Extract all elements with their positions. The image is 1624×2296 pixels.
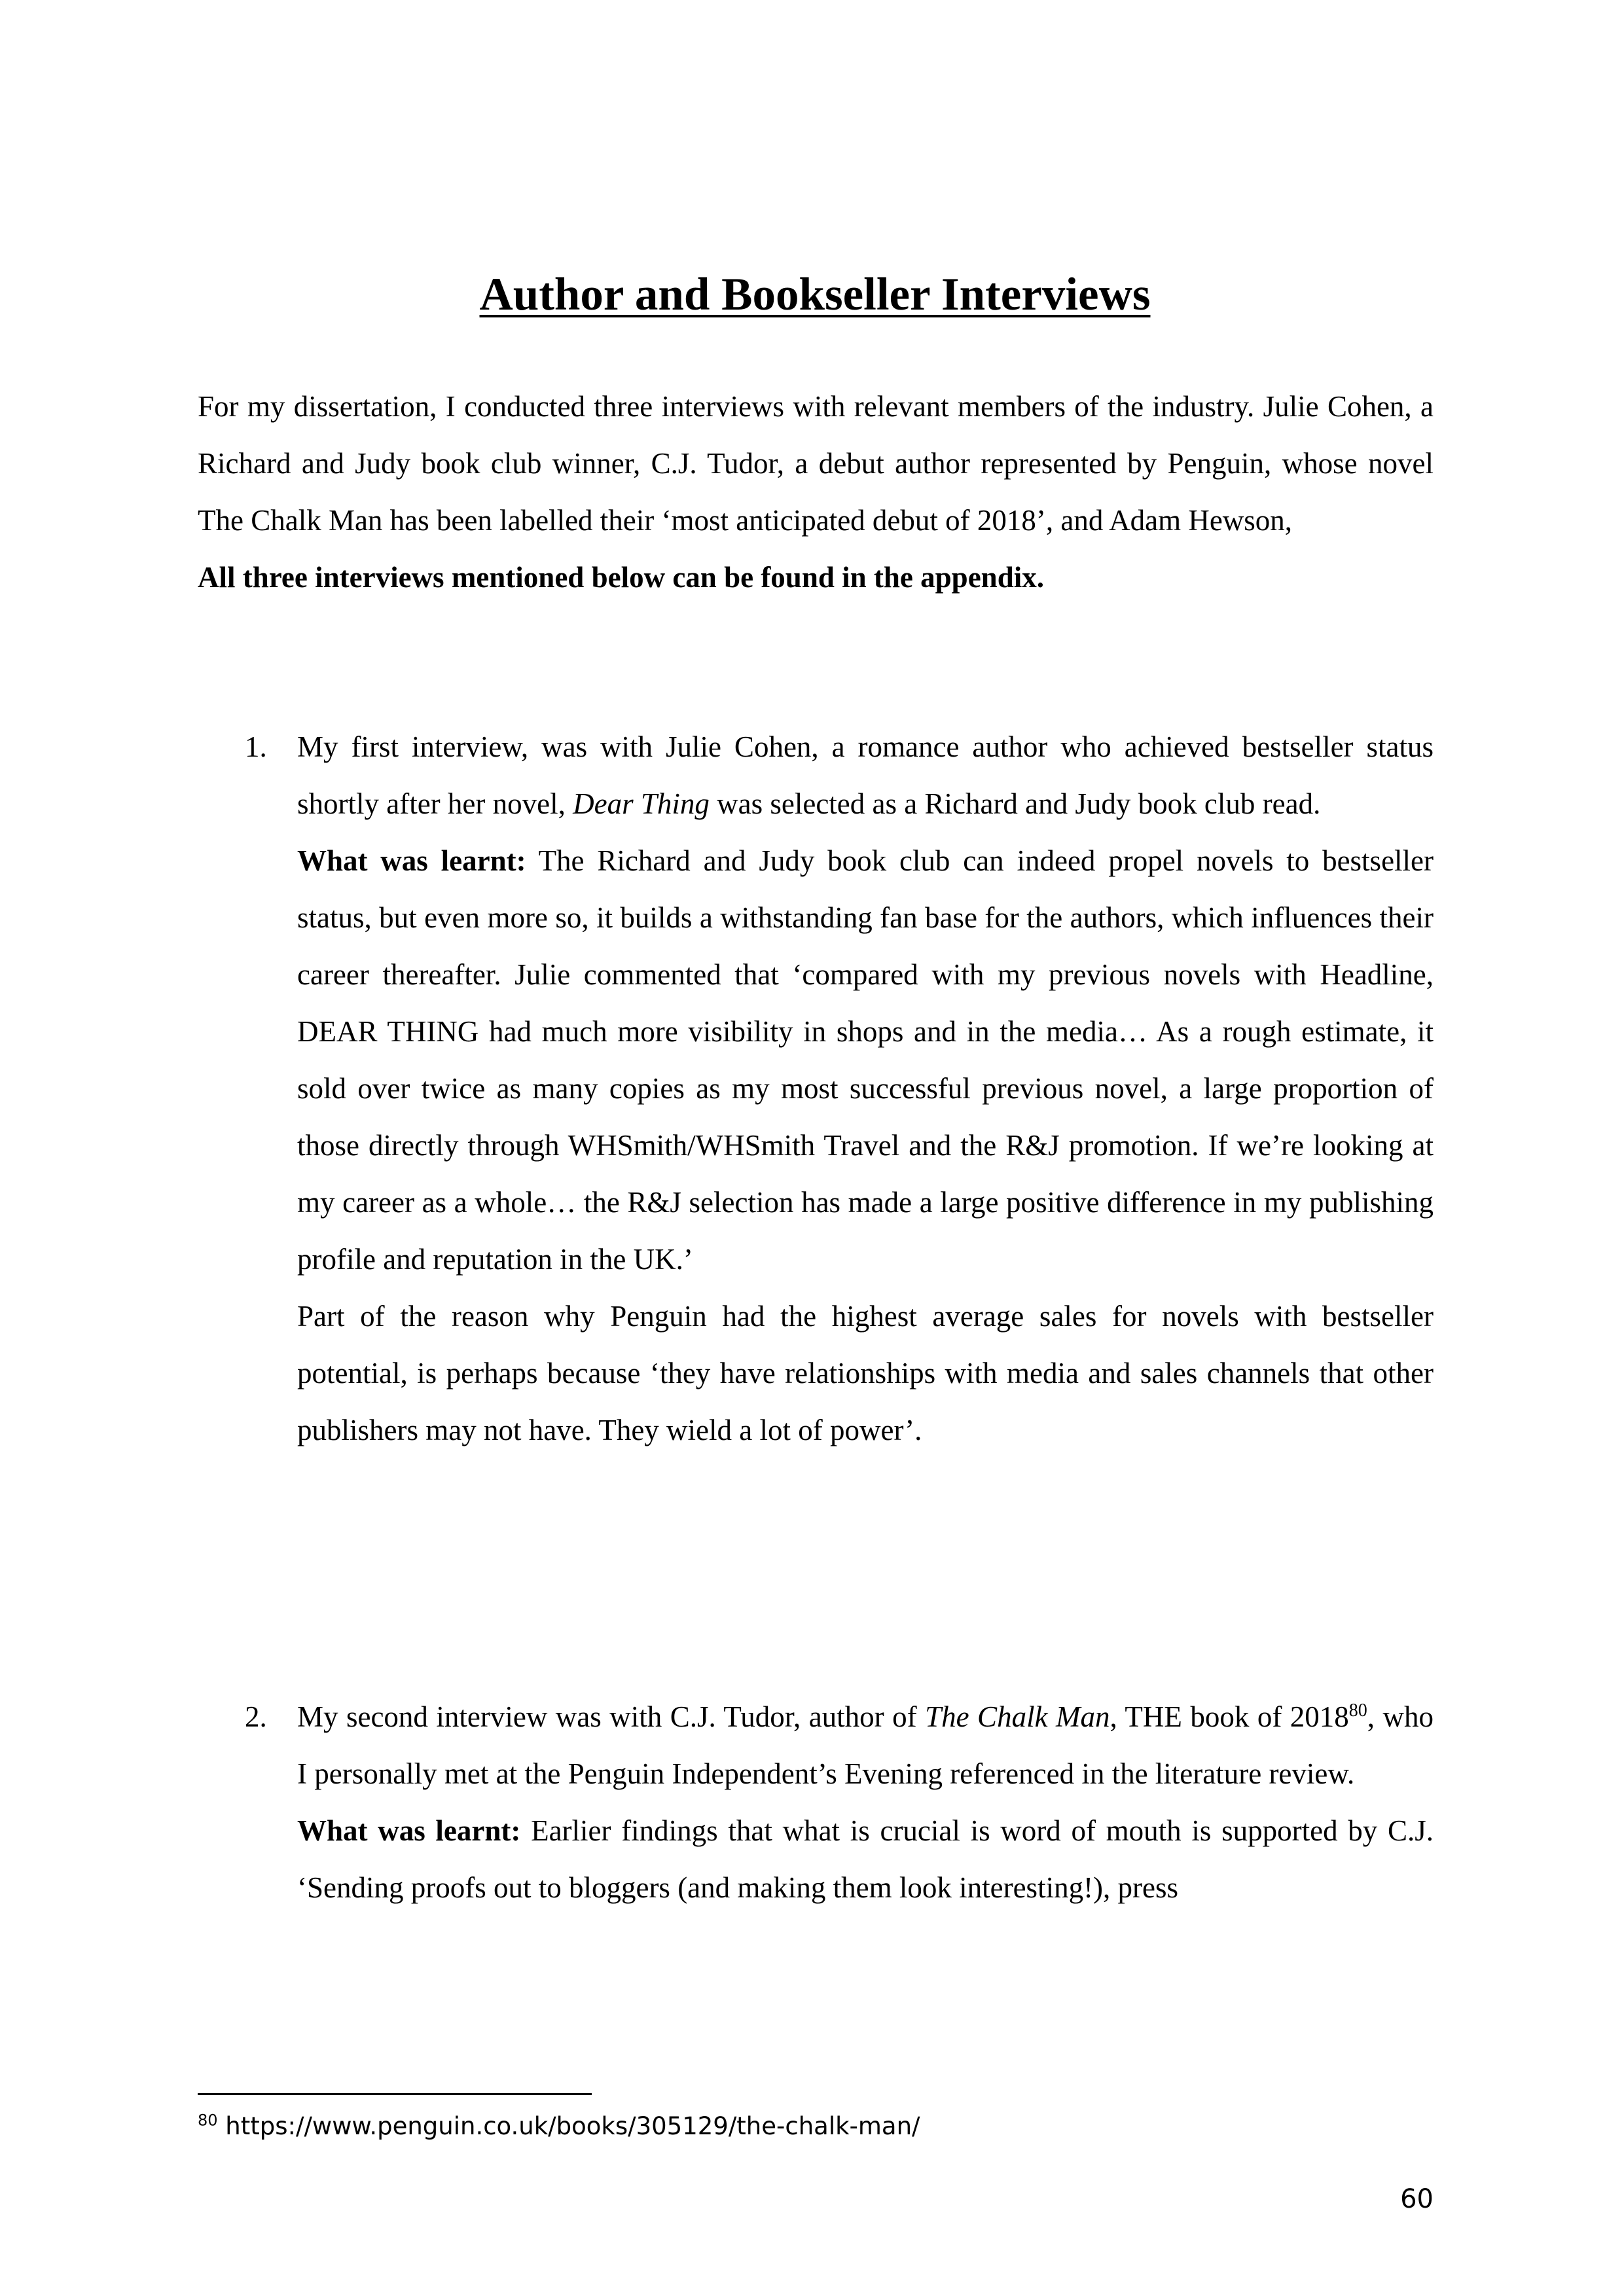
text-run: , THE book of 2018 bbox=[1110, 1700, 1349, 1733]
text-run: was selected as a Richard and Judy book club read. bbox=[709, 787, 1321, 820]
learnt-text: Earlier findings that what is crucial is word of mouth is supported by C.J. ‘Sending proofs out to bloggers (and making them look interesting!), press bbox=[297, 1814, 1434, 1904]
learnt-text: The Richard and Judy book club can indeed propel novels to bestseller status, but even more so, it builds a withstanding fan base for the authors, which influences their career thereafter. Julie commented that ‘compared with my previous novels with Headline, DEAR THING had much more visibility in shops and in the media… As a rough estimate, it sold over twice as many copies as my most successful previous novel, a large proportion of those directly through WHSmith/WHSmith Travel and the R&J promotion. If we’re looking at my career as a whole… the R&J selection has made a large positive difference in my publishing profile and reputation in the UK.’ bbox=[297, 844, 1434, 1276]
page-number: 60 bbox=[1400, 2184, 1434, 2214]
text-run: My second interview was with C.J. Tudor, author of bbox=[297, 1700, 926, 1733]
interview-item-1 bbox=[198, 719, 1434, 1459]
list-number: 2. bbox=[245, 1700, 267, 1733]
book-title: The Chalk Man bbox=[925, 1700, 1110, 1733]
footnote-divider bbox=[198, 2093, 592, 2095]
learnt-label: What was learnt: bbox=[297, 844, 526, 877]
footnote-url: https://www.penguin.co.uk/books/305129/the-chalk-man/ bbox=[217, 2112, 920, 2140]
intro-section bbox=[198, 378, 1434, 606]
learnt-label: What was learnt: bbox=[297, 1814, 521, 1847]
extra-paragraph: Part of the reason why Penguin had the highest average sales for novels with bestseller potential, is perhaps because ‘they have relationships with media and sales channels that other publishers may not have. They wield a lot of power’. bbox=[297, 1300, 1434, 1446]
interview-content bbox=[297, 719, 1434, 1459]
interview-description bbox=[297, 1689, 1434, 1803]
learnt-paragraph bbox=[297, 833, 1434, 1288]
learnt-paragraph bbox=[297, 1803, 1434, 1916]
interview-content bbox=[297, 1689, 1434, 1916]
book-title: Dear Thing bbox=[573, 787, 710, 820]
text-run: , who I personally met at the Penguin Independent’s Evening referenced in the literature review. bbox=[297, 1700, 1434, 1790]
footnote-number: 80 bbox=[198, 2111, 218, 2130]
appendix-note: All three interviews mentioned below can be found in the appendix. bbox=[198, 561, 1044, 594]
interview-item-2 bbox=[198, 1689, 1434, 1916]
page-title: Author and Bookseller Interviews bbox=[479, 269, 1151, 320]
interview-description bbox=[297, 719, 1434, 833]
footnote bbox=[198, 2111, 920, 2142]
list-number: 1. bbox=[245, 730, 267, 763]
text-run: My first interview, was with Julie Cohen, a romance author who achieved bestseller status shortly after her novel, bbox=[297, 730, 1434, 820]
footnote-reference: 80 bbox=[1348, 1700, 1367, 1721]
intro-paragraph: For my dissertation, I conducted three interviews with relevant members of the industry. Julie Cohen, a Richard and Judy book club winner, C.J. Tudor, a debut author represented by Penguin, whose novel The Chalk Man has been labelled their ‘most anticipated debut of 2018’, and Adam Hewson, bbox=[198, 390, 1434, 537]
